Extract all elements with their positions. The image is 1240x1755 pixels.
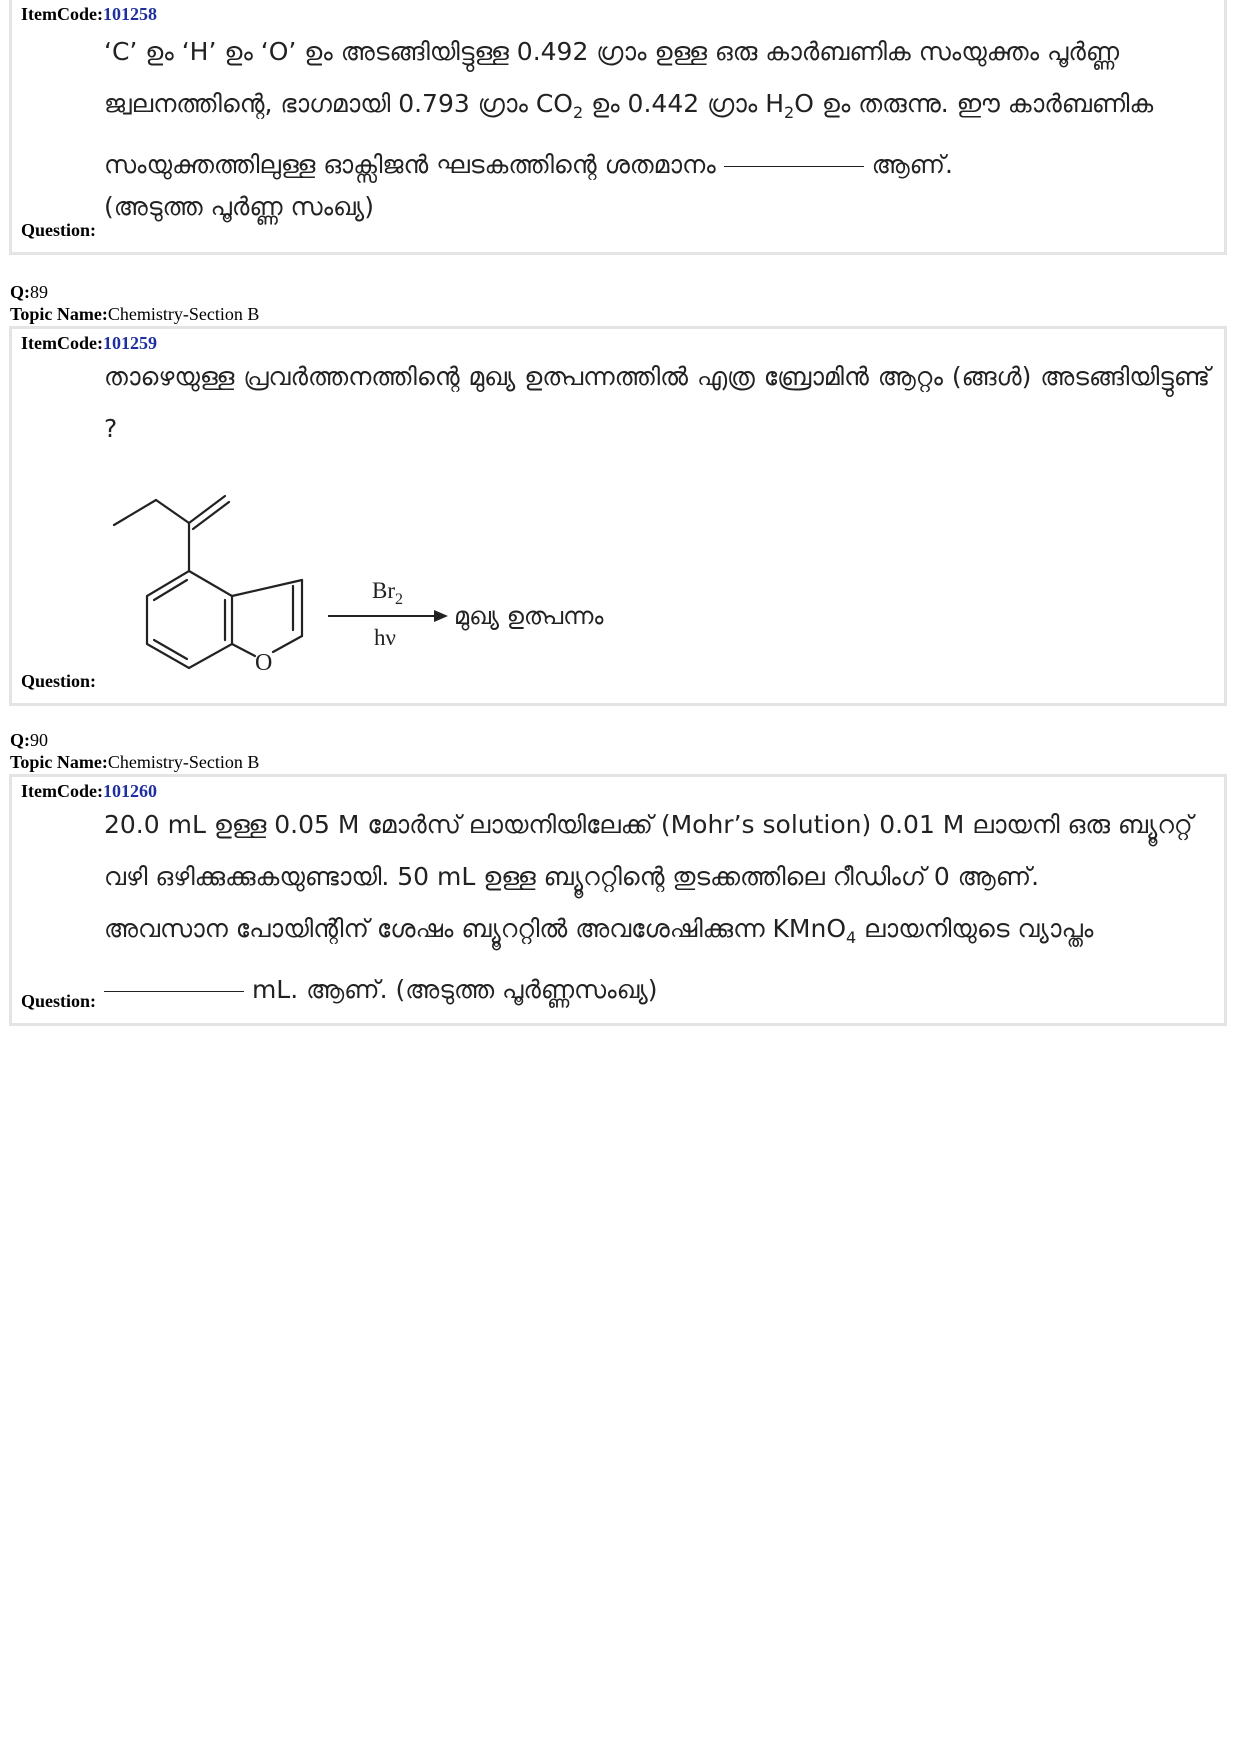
item-code-number: 101259 [102, 333, 157, 353]
question-line: വഴി ഒഴിക്കുക്കുകയുണ്ടായി. 50 mL ഉള്ള ബ്യൂററ്റിന്റെ തുടക്കത്തിലെ റീഡിംഗ് 0 ആണ്. [104, 862, 1040, 891]
rounding-note: (അടുത്ത പൂർണ്ണ സംഖ്യ) [104, 192, 374, 221]
question-number: Q:90 [10, 730, 48, 750]
topic-name: Topic Name:Chemistry-Section B [10, 304, 260, 324]
question-number: Q:89 [10, 282, 48, 302]
topic-name: Topic Name:Chemistry-Section B [10, 752, 260, 772]
benzofuran-structure [114, 496, 302, 668]
question-card-101260 [9, 774, 1227, 1026]
question-card-101259 [9, 326, 1227, 706]
item-code: ItemCode:101258 [21, 4, 157, 24]
reagent-label: $Br_2$ [372, 578, 403, 608]
question-line: അവസാന പോയിന്റിന് ശേഷം ബ്യൂററ്റിൽ അവശേഷിക്കുന്ന KMnO$_4$ ലായനിയുടെ വ്യാപ്തം [104, 914, 1094, 947]
reaction-scheme [102, 484, 742, 684]
question-line: ‘C’ ഉം ‘H’ ഉം ‘O’ ഉം അടങ്ങിയിട്ടുള്ള 0.492 ഗ്രാം ഉള്ള ഒരു കാർബണിക സംയുക്തം പൂർണ്ണ [104, 37, 1120, 66]
question-line: ജ്വലനത്തിന്റെ, ഭാഗമായി 0.793 ഗ്രാം $CO_2$ ഉം 0.442 ഗ്രാം $H_2O$ ഉം തരുന്നു. ഈ കാർബണിക [104, 89, 1154, 122]
question-text [104, 26, 1210, 191]
item-code-number: 101258 [102, 4, 157, 24]
question-line: mL. ആണ്. (അടുത്ത പൂർണ്ണസംഖ്യ) [104, 964, 1210, 1016]
ring-oxygen-label: O [255, 650, 273, 676]
question-line: 20.0 mL ഉള്ള 0.05 M മോർസ് ലായനിയിലേക്ക് (Mohr’s solution) 0.01 M ലായനി ഒരു ബ്യൂററ്റ് [104, 810, 1193, 839]
question-label: Question: [21, 220, 97, 240]
question-card-101258 [9, 0, 1227, 255]
answer-blank [104, 991, 244, 992]
question-label: Question: [21, 991, 97, 1011]
item-code-number: 101260 [102, 781, 157, 801]
arrow-head-icon [434, 610, 448, 622]
answer-blank [724, 166, 864, 167]
question-text: താഴെയുള്ള പ്രവർത്തനത്തിന്റെ മുഖ്യ ഉത്പന്നത്തിൽ എത്ര ബ്രോമിൻ ആറ്റം (ങ്ങൾ) അടങ്ങിയിട്ടുണ്ട് ? [104, 362, 1210, 443]
item-code: ItemCode:101259 [21, 333, 157, 353]
question-line: സംയുക്തത്തിലുള്ള ഓക്സിജൻ ഘടകത്തിന്റെ ശതമാനം ആണ്. [104, 150, 953, 179]
item-code: ItemCode:101260 [21, 781, 157, 801]
question-text [104, 799, 1210, 1016]
question-label: Question: [21, 671, 97, 691]
condition-label: hν [374, 625, 396, 650]
product-label: മുഖ്യ ഉത്പന്നം [454, 602, 604, 630]
